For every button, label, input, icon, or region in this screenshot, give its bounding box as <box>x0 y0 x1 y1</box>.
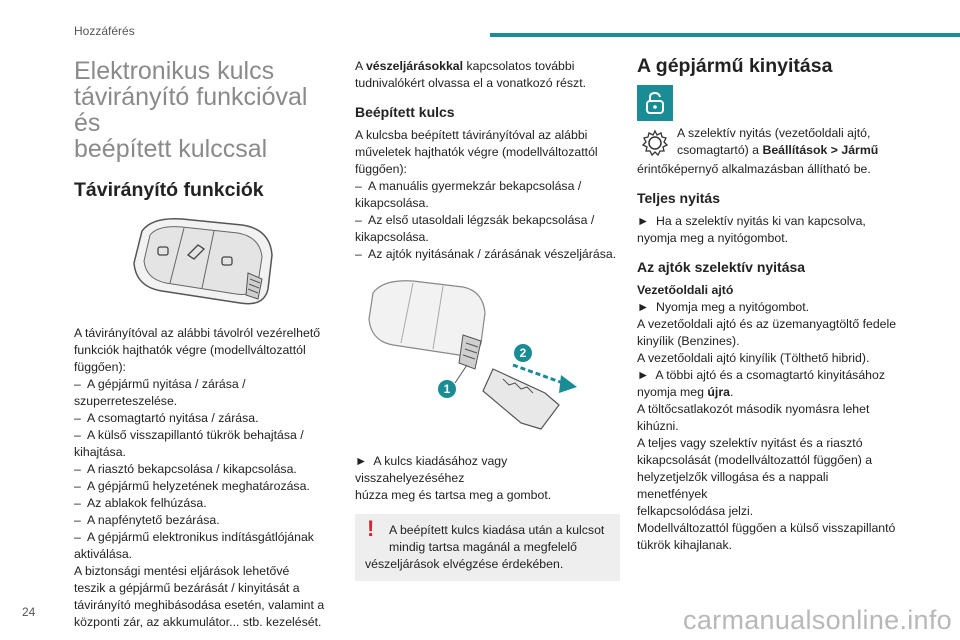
text-line: A távirányítóval az alábbi távolról vezérelhető <box>74 326 321 340</box>
header-rule <box>490 33 960 37</box>
text-line: – A gépjármű nyitása / zárása / <box>74 377 246 391</box>
text-line: nyomja meg a nyitógombot. <box>637 231 789 245</box>
text-line: tükrök kihajlanak. <box>637 538 733 552</box>
text-line: ► Nyomja meg a nyitógombot. <box>637 300 810 314</box>
gear-icon <box>637 125 673 161</box>
settings-note <box>637 125 902 161</box>
text-line: függően): <box>74 360 126 374</box>
page-title-line: távirányító funkcióval és <box>74 83 308 137</box>
column-left <box>74 58 326 631</box>
heading-selective-unlocking: Az ajtók szelektív nyitása <box>637 259 806 275</box>
text-line: A szelektív nyitás (vezetőoldali ajtó, <box>677 126 871 140</box>
key-release-text <box>355 453 620 504</box>
text-line: mindig tartsa magánál a megfelelő <box>389 540 577 554</box>
heading-full-unlocking: Teljes nyitás <box>637 190 721 206</box>
key-release-illustration <box>363 273 613 443</box>
warning-text <box>365 516 610 573</box>
text-line: A vezetőoldali ajtó kinyílik (Tölthető hibrid). <box>637 351 870 365</box>
text-line: kikapcsolása. <box>355 230 429 244</box>
text-line: kinyílik (Benzines). <box>637 334 740 348</box>
text-line: A kulcsba beépített távirányítóval az alábbi <box>355 128 588 142</box>
settings-text-line3: érintőképernyő alkalmazásban állítható be. <box>637 162 871 176</box>
heading-builtin-key: Beépített kulcs <box>355 104 455 120</box>
text-line: nyomja meg újra. <box>637 385 734 399</box>
text-line: funkciók hajthatók végre (modellváltozattól <box>74 343 306 357</box>
text-line: teszik a gépjármű bezárását / kinyitását a <box>74 581 300 595</box>
text-line: kihajtása. <box>74 445 126 459</box>
column-right <box>637 55 902 554</box>
warning-box <box>355 514 620 581</box>
page-number: 24 <box>22 605 36 619</box>
text-line: – A külső visszapillantó tükrök behajtása / <box>74 428 304 442</box>
callout-label-2: 2 <box>519 346 527 360</box>
text-line: helyzetjelzők villogása és a nappali menetfények <box>637 470 832 501</box>
text-line: – Az ablakok felhúzása. <box>74 496 207 510</box>
full-unlocking-text <box>637 213 902 247</box>
intro-text: A vészeljárásokkal kapcsolatos további <box>355 59 575 73</box>
page-title-line: Elektronikus kulcs <box>74 57 275 85</box>
text-line: – A napfénytető bezárása. <box>74 513 220 527</box>
text-line: függően): <box>355 162 407 176</box>
heading-remote-functions: Távirányító funkciók <box>74 179 264 201</box>
column-middle <box>355 58 620 581</box>
text-line: húzza meg és tartsa meg a gombot. <box>355 488 552 502</box>
text-line: csomagtartó) a Beállítások > Jármű <box>677 143 879 157</box>
unlock-icon <box>637 85 673 121</box>
page-title-line: beépített kulccsal <box>74 135 268 163</box>
text-line: – A gépjármű helyzetének meghatározása. <box>74 479 310 493</box>
text-line: felkapcsolódása jelzi. <box>637 504 754 518</box>
builtin-key-text <box>355 127 620 263</box>
text-line: A teljes vagy szelektív nyitást és a riasztó <box>637 436 863 450</box>
text-line: kikapcsolását (modellváltozattól függően) a <box>637 453 873 467</box>
heading-vehicle-unlocking: A gépjármű kinyitása <box>637 55 833 77</box>
text-line: – A riasztó bekapcsolása / kikapcsolása. <box>74 462 297 476</box>
driver-door-heading: Vezetőoldali ajtó <box>637 283 734 297</box>
text-line: A töltőcsatlakozót második nyomásra lehet <box>637 402 870 416</box>
page-title <box>74 58 326 162</box>
selective-unlocking-text <box>637 299 902 554</box>
text-line: – Az ajtók nyitásának / zárásának vészeljárása. <box>355 247 617 261</box>
text-line: központi zár, az akkumulátor... stb. kezelését. <box>74 615 322 629</box>
text-line: aktiválása. <box>74 547 133 561</box>
text-line: szuperreteszelése. <box>74 394 178 408</box>
text-line: műveletek hajthatók végre (modellváltozattól <box>355 145 598 159</box>
watermark: carmanualsonline.info <box>683 605 952 635</box>
text-line: – A csomagtartó nyitása / zárása. <box>74 411 259 425</box>
text-line: A beépített kulcs kiadása után a kulcsot <box>389 523 605 537</box>
text-line: Modellváltozattól függően a külső visszapillantó <box>637 521 896 535</box>
text-line: vészeljárások elvégzése érdekében. <box>365 557 564 571</box>
text-line: – Az első utasoldali légzsák bekapcsolása / <box>355 213 595 227</box>
text-line: kihúzni. <box>637 419 679 433</box>
text-line: A vezetőoldali ajtó és az üzemanyagtöltő fedele <box>637 317 897 331</box>
remote-functions-text <box>74 325 326 631</box>
text-line: ► Ha a szelektív nyitás ki van kapcsolva, <box>637 214 866 228</box>
text-line: A biztonsági mentési eljárások lehetővé <box>74 564 290 578</box>
text-line: – A gépjármű elektronikus indításgátlójának <box>74 530 314 544</box>
text-line: kikapcsolása. <box>355 196 429 210</box>
settings-text <box>677 125 878 159</box>
key-fob-illustration <box>122 211 282 311</box>
header-section-title: Hozzáférés <box>74 24 135 38</box>
warning-icon: ! <box>367 516 375 541</box>
callout-label-1: 1 <box>443 382 451 396</box>
intro-text-line2: tudnivalókért olvassa el a vonatkozó részt. <box>355 76 587 90</box>
text-line: ► A kulcs kiadásához vagy visszahelyezéséhez <box>355 454 511 485</box>
text-line: – A manuális gyermekzár bekapcsolása / <box>355 179 582 193</box>
text-line: ► A többi ajtó és a csomagtartó kinyitásához <box>637 368 885 382</box>
text-line: távirányító meghibásodása esetén, valamint a <box>74 598 325 612</box>
